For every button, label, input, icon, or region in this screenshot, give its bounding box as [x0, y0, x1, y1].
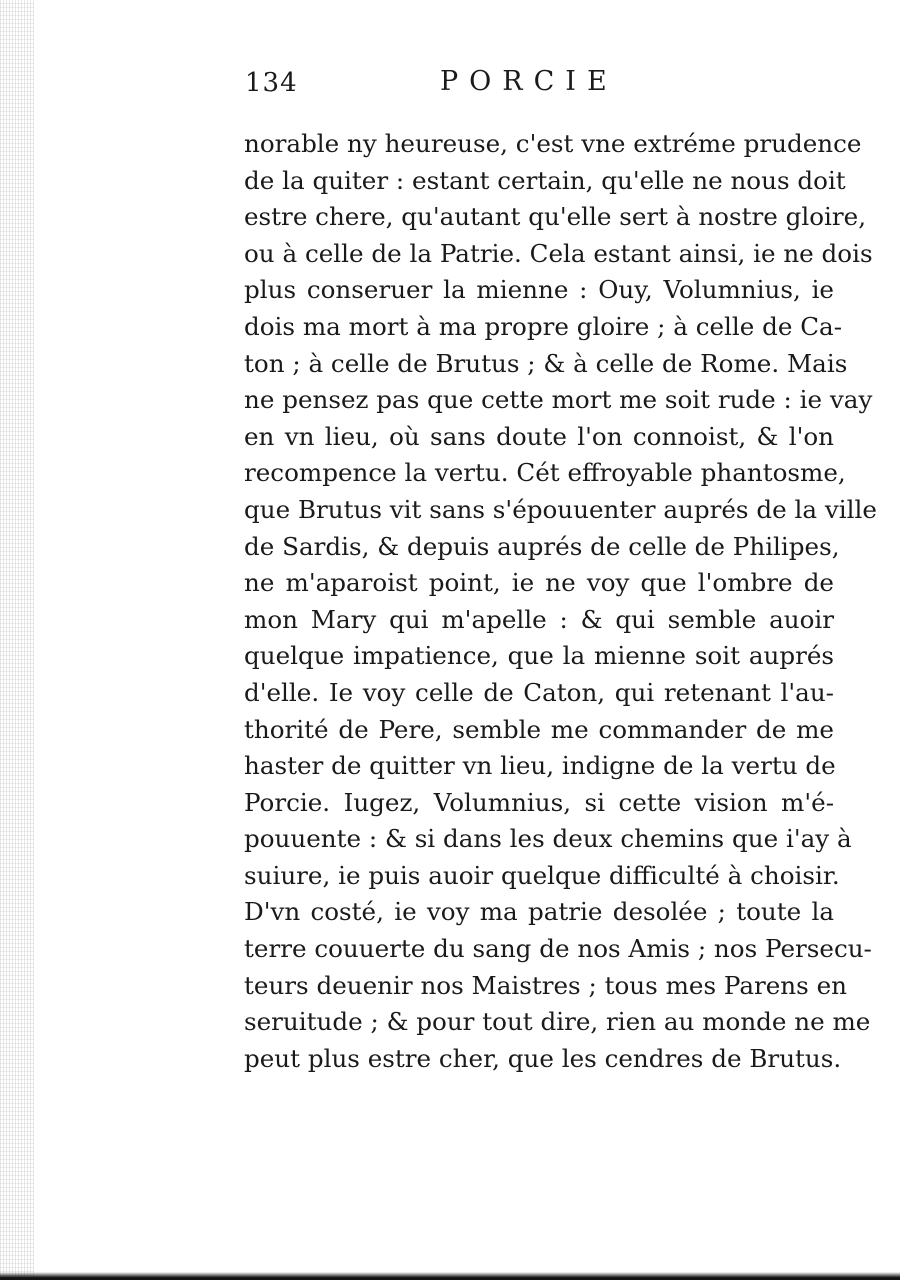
body-text: [244, 126, 877, 1077]
text-line: en vn lieu, où sans doute l'on connoist, & l'on: [244, 421, 834, 451]
page-bottom-edge: [0, 1272, 900, 1280]
text-line: quelque impatience, que la mienne soit auprés: [244, 641, 834, 671]
text-line: que Brutus vit sans s'épouuenter auprés de la ville: [244, 494, 877, 524]
page-number: 134: [245, 68, 298, 98]
page-header: [245, 62, 815, 102]
text-line: D'vn costé, ie voy ma patrie desolée ; toute la: [244, 897, 834, 927]
text-line: dois ma mort à ma propre gloire ; à celle de Ca-: [244, 311, 843, 341]
text-line: de la quiter : estant certain, qu'elle ne nous doit: [244, 165, 846, 195]
text-line: recompence la vertu. Cét effroyable phantosme,: [244, 458, 846, 488]
text-line: pouuente : & si dans les deux chemins que i'ay à: [244, 824, 852, 854]
text-line: de Sardis, & depuis auprés de celle de Philipes,: [244, 531, 840, 561]
text-line: seruitude ; & pour tout dire, rien au monde ne me: [244, 1007, 871, 1037]
text-line: haster de quitter vn lieu, indigne de la vertu de: [244, 751, 836, 781]
text-line: peut plus estre cher, que les cendres de Brutus.: [244, 1043, 842, 1073]
text-line: d'elle. Ie voy celle de Caton, qui retenant l'au-: [244, 677, 834, 707]
text-line: ne pensez pas que cette mort me soit rude : ie vay: [244, 385, 873, 415]
text-line: ton ; à celle de Brutus ; & à celle de Rome. Mais: [244, 348, 848, 378]
text-line: ne m'aparoist point, ie ne voy que l'ombre de: [244, 568, 834, 598]
text-line: teurs deuenir nos Maistres ; tous mes Parens en: [244, 970, 847, 1000]
page-gutter-shadow: [0, 0, 34, 1280]
text-line: ou à celle de la Patrie. Cela estant ainsi, ie ne dois: [244, 238, 873, 268]
text-line: suiure, ie puis auoir quelque difficulté à choisir.: [244, 860, 840, 890]
text-line: estre chere, qu'autant qu'elle sert à nostre gloire,: [244, 202, 867, 232]
text-line: mon Mary qui m'apelle : & qui semble auoir: [244, 604, 834, 634]
text-line: norable ny heureuse, c'est vne extréme prudence: [244, 129, 862, 158]
text-line: terre couuerte du sang de nos Amis ; nos Persecu-: [244, 934, 872, 964]
text-line: plus conseruer la mienne : Ouy, Volumnius, ie: [244, 275, 834, 305]
running-head: PORCIE: [440, 66, 618, 97]
text-line: thorité de Pere, semble me commander de me: [244, 714, 834, 744]
text-line: Porcie. Iugez, Volumnius, si cette vision m'é-: [244, 787, 834, 817]
